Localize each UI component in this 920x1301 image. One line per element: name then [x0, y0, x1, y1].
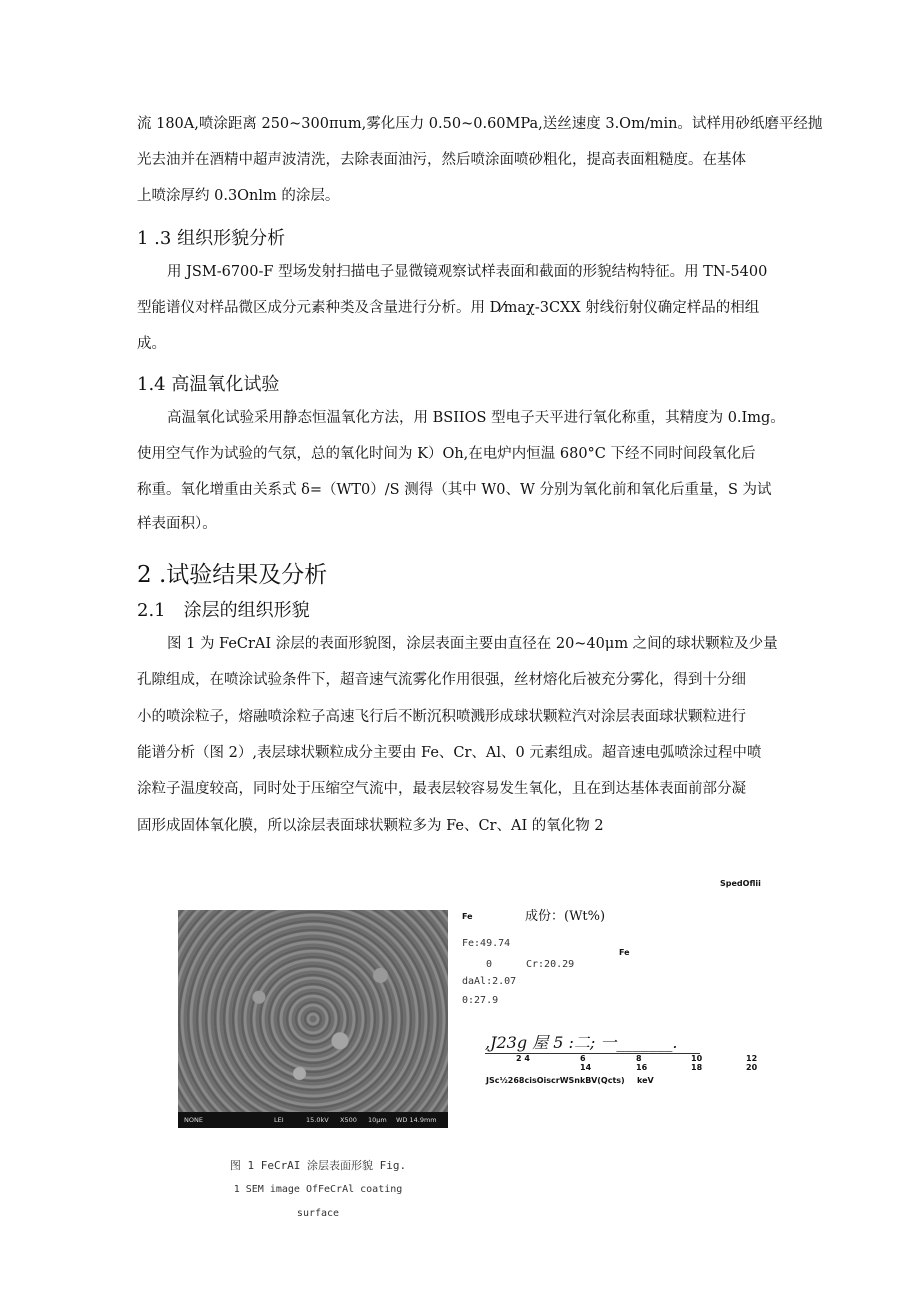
tick: 20 — [746, 1063, 758, 1072]
sem-info-bar — [178, 1112, 448, 1128]
heading-2: 2 .试验结果及分析 — [137, 562, 328, 588]
heading-2-1: 2.1 涂层的组织形貌 — [137, 600, 310, 621]
o-label: 0 — [486, 959, 493, 970]
tick: 10 — [691, 1054, 703, 1063]
tick: 16 — [636, 1063, 648, 1072]
figure-caption: 1 SEM image OfFeCrAl coating — [233, 1184, 403, 1195]
heading-1-3: 1 .3 组织形貌分析 — [137, 228, 286, 249]
text-line: 用 JSM-6700-F 型场发射扫描电子显微镜观察试样表面和截面的形貌结构特征。用 TN-5400 — [167, 264, 768, 280]
tick: 12 — [746, 1054, 758, 1063]
composition-title: 成份：(Wt%) — [525, 909, 606, 924]
figure-caption: surface — [296, 1208, 340, 1219]
text-line: 固形成固体氧化膜，所以涂层表面球状颗粒多为 Fe、Cr、AI 的氧化物 2 — [137, 818, 604, 834]
sem-image — [178, 910, 448, 1128]
spectrum-footer: JSc½268cisOiscrWSnkBV(Qcts) — [486, 1076, 625, 1085]
tick: 2 4 — [516, 1054, 530, 1063]
text-line: 称重。氧化增重由关系式 δ=（WT0）/S 测得（其中 W0、W 分别为氧化前和氧化后重量，S 为试 — [137, 482, 772, 498]
tick: 8 — [636, 1054, 642, 1063]
sem-info: 10μm — [368, 1116, 387, 1124]
al-value: daAl:2.07 — [462, 976, 517, 987]
text-line: 光去油并在酒精中超声波清洗，去除表面油污，然后喷涂面喷砂粗化，提高表面粗糙度。在基体 — [137, 152, 746, 168]
tick: 18 — [691, 1063, 703, 1072]
sem-info: X500 — [340, 1116, 357, 1124]
o-value: 0:27.9 — [462, 995, 499, 1006]
text-line: 小的喷涂粒子，熔融喷涂粒子高速飞行后不断沉积喷溅形成球状颗粒汽对涂层表面球状颗粒进行 — [137, 709, 746, 725]
figure-caption: 图 1 FeCrAI 涂层表面形貌 Fig. — [229, 1159, 407, 1172]
sem-info: 15.0kV — [306, 1116, 329, 1124]
fe-label: Fe — [462, 912, 473, 921]
axis-unit: keV — [637, 1076, 654, 1085]
text-line: 上喷涂厚约 0.3Onlm 的涂层。 — [137, 188, 340, 204]
text-line: 孔隙组成，在喷涂试验条件下，超音速气流雾化作用很强，丝材熔化后被充分雾化，得到十分细 — [137, 672, 746, 688]
sem-info: NONE — [184, 1116, 203, 1124]
text-line: 高温氧化试验采用静态恒温氧化方法，用 BSIIOS 型电子天平进行氧化称重，其精度为 0.Img。 — [167, 410, 785, 426]
spectrum-trace-text: ,J23g 屋 5 :二; 一_______. — [485, 1030, 700, 1054]
text-line: 流 180A,喷涂距离 250~300πum,雾化压力 0.50~0.60MPa,送丝速度 3.Om/min。试样用砂纸磨平经抛 — [137, 116, 823, 132]
text-line: 型能谱仪对样品微区成分元素种类及含量进行分析。用 D⁄maχ-3CXX 射线衍射仪确定样品的相组 — [137, 300, 760, 316]
text-line: 涂粒子温度较高，同时处于压缩空气流中，最表层较容易发生氧化，且在到达基体表面前部分凝 — [137, 781, 746, 797]
fe-peak-label: Fe — [619, 948, 630, 957]
sem-info: LEI — [274, 1116, 284, 1124]
heading-1-4: 1.4 高温氧化试验 — [137, 374, 280, 395]
text-line: 图 1 为 FeCrAI 涂层的表面形貌图，涂层表面主要由直径在 20~40μm 之间的球状颗粒及少量 — [167, 636, 778, 652]
tick: 14 — [580, 1063, 592, 1072]
text-line: 成。 — [137, 336, 166, 352]
text-line: 使用空气作为试验的气氛，总的氧化时间为 K）Oh,在电炉内恒温 680°C 下经不同时间段氧化后 — [137, 446, 756, 462]
text-line: 样表面积）。 — [137, 516, 217, 532]
text-line: 能谱分析（图 2）,表层球状颗粒成分主要由 Fe、Cr、Al、0 元素组成。超音速电弧喷涂过程中喷 — [137, 745, 762, 761]
sem-info: WD 14.9mm — [396, 1116, 437, 1124]
fe-value: Fe:49.74 — [462, 938, 511, 949]
cr-value: Cr:20.29 — [526, 959, 575, 970]
spectrum-title: SpedOflii — [720, 879, 761, 888]
tick: 6 — [580, 1054, 586, 1063]
